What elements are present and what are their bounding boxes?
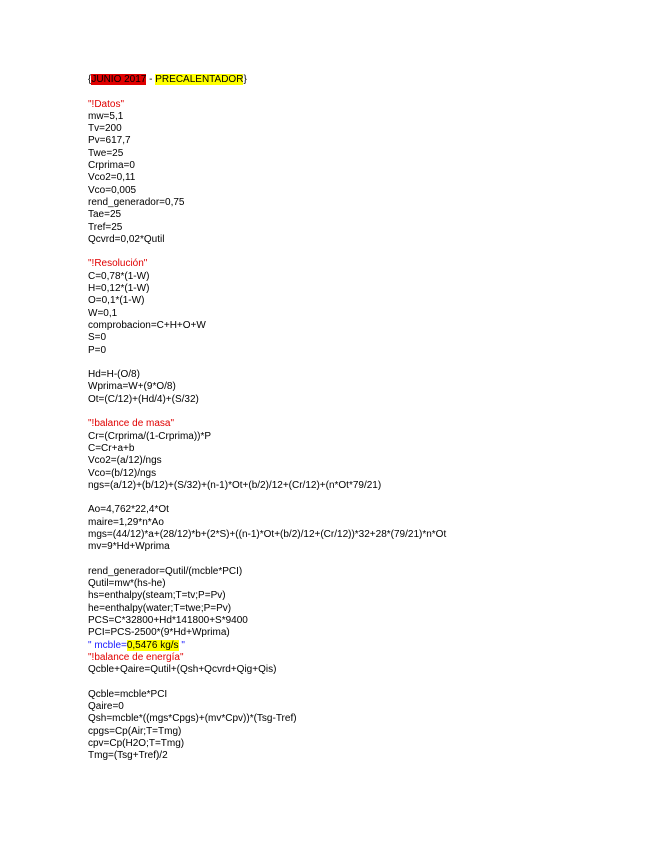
equation-line: W=0,1 — [88, 307, 118, 319]
equation-line: PCI=PCS-2500*(9*Hd+Wprima) — [88, 627, 230, 639]
resolucion-heading: "!Resolución" — [88, 258, 148, 270]
equation-line: O=0,1*(1-W) — [88, 295, 145, 307]
equation-line: Qcble+Qaire=Qutil+(Qsh+Qcvrd+Qig+Qis) — [88, 664, 277, 676]
equation-listing — [88, 74, 446, 763]
document-title — [88, 74, 446, 86]
title-date: JUNIO 2017 — [91, 74, 147, 85]
datos-block — [88, 111, 446, 246]
equation-line: Vco2=(a/12)/ngs — [88, 455, 162, 467]
result-close: " — [178, 639, 185, 651]
equation-line: Ot=(C/12)+(Hd/4)+(S/32) — [88, 393, 199, 405]
resolucion-block — [88, 271, 446, 357]
equation-line: ngs=(a/12)+(b/12)+(S/32)+(n-1)*Ot+(b/2)/12+(Cr/12)+(n*Ot*79/21) — [88, 479, 382, 491]
equation-line: Tref=25 — [88, 221, 123, 233]
title-open-brace: { — [88, 74, 92, 85]
masa-heading: "!balance de masa" — [88, 418, 175, 430]
result-open: " mcble= — [88, 639, 127, 651]
equation-line: Qcvrd=0,02*Qutil — [88, 233, 165, 245]
equation-line: hs=enthalpy(steam;T=tv;P=Pv) — [88, 590, 226, 602]
equation-line: C=0,78*(1-W) — [88, 270, 150, 282]
equation-line: comprobacion=C+H+O+W — [88, 319, 206, 331]
equation-line: Tae=25 — [88, 209, 122, 221]
equation-line: P=0 — [88, 344, 107, 356]
equation-line: Qcble=mcble*PCI — [88, 688, 168, 700]
equation-line: Vco=0,005 — [88, 184, 137, 196]
title-name: PRECALENTADOR — [155, 74, 244, 85]
equation-line: rend_generador=Qutil/(mcble*PCI) — [88, 565, 243, 577]
equation-line: H=0,12*(1-W) — [88, 283, 150, 295]
datos-heading: "!Datos" — [88, 98, 125, 110]
equation-line: rend_generador=0,75 — [88, 196, 185, 208]
equation-line: Vco=(b/12)/ngs — [88, 467, 157, 479]
equation-line: Tv=200 — [88, 123, 122, 135]
equation-line: Vco2=0,11 — [88, 172, 136, 184]
equation-line: Qutil=mw*(hs-he) — [88, 578, 166, 590]
equation-line: Pv=617,7 — [88, 135, 131, 147]
equation-line: maire=1,29*n*Ao — [88, 516, 164, 528]
equation-line: Wprima=W+(9*O/8) — [88, 381, 176, 393]
energia-heading: "!balance de energía" — [88, 651, 184, 663]
equation-line: cpgs=Cp(Air;T=Tmg) — [88, 725, 182, 737]
masa-block — [88, 431, 446, 492]
masa-block-2 — [88, 504, 446, 553]
title-separator: - — [146, 74, 156, 85]
masa-block-3 — [88, 566, 446, 640]
equation-line: mgs=(44/12)*a+(28/12)*b+(2*S)+((n-1)*Ot+(b/2)/12+(Cr/12))*32+28*(79/21)*n*Ot — [88, 528, 447, 540]
title-close-brace: } — [243, 74, 247, 85]
equation-line: he=enthalpy(water;T=twe;P=Pv) — [88, 602, 232, 614]
equation-line: mw=5,1 — [88, 110, 124, 122]
equation-line: Qaire=0 — [88, 701, 124, 713]
equation-line: Qsh=mcble*((mgs*Cpgs)+(mv*Cpv))*(Tsg-Tref) — [88, 713, 297, 725]
result-value: 0,5476 kg/s — [126, 639, 179, 651]
energia-block-2 — [88, 689, 446, 763]
equation-line: Twe=25 — [88, 147, 124, 159]
equation-line: Ao=4,762*22,4*Ot — [88, 504, 169, 516]
equation-line: cpv=Cp(H2O;T=Tmg) — [88, 738, 185, 750]
equation-line: PCS=C*32800+Hd*141800+S*9400 — [88, 615, 248, 627]
equation-line: Hd=H-(O/8) — [88, 369, 140, 381]
result-line — [88, 640, 446, 652]
equation-line: C=Cr+a+b — [88, 442, 135, 454]
equation-line: Crprima=0 — [88, 160, 135, 172]
equation-line: S=0 — [88, 332, 107, 344]
equation-line: mv=9*Hd+Wprima — [88, 541, 170, 553]
energia-block — [88, 664, 446, 676]
equation-line: Tmg=(Tsg+Tref)/2 — [88, 750, 168, 762]
equation-line: Cr=(Crprima/(1-Crprima))*P — [88, 430, 212, 442]
resolucion-block-2 — [88, 369, 446, 406]
